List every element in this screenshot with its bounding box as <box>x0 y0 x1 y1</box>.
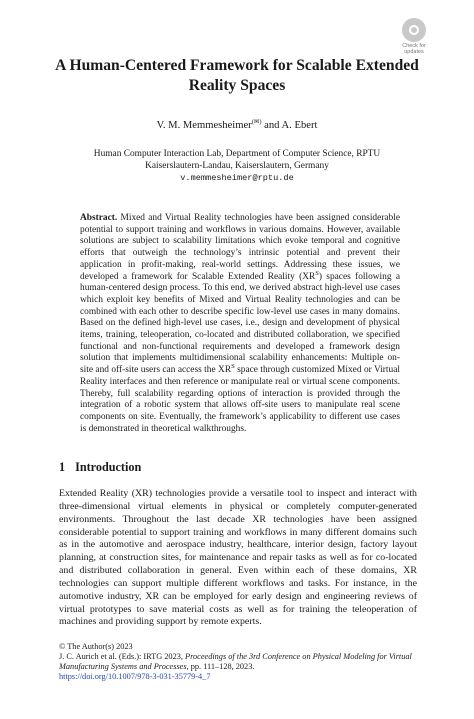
abstract-sup-2: S <box>231 363 235 371</box>
paper-title: A Human-Centered Framework for Scalable Extended Reality Spaces <box>55 57 419 94</box>
abstract-text-1: Mixed and Virtual Reality technologies have been assigned considerable potential to support training and workflows in various domains. However, available solutions are subject to scalability limitations which evoke temporal and cognitive efforts that outweigh the technology’s intrinsic potential and prevent their application in profit-making, real-world settings. Addressing these issues, we developed a framework for Scalable Extended Reality (XR <box>80 213 401 282</box>
abstract-sup-1: S <box>315 269 319 277</box>
author-1: V. M. Memmesheimer <box>156 120 252 131</box>
author-and: and <box>264 120 280 131</box>
check-for-updates-icon <box>402 18 426 42</box>
abstract-text-2: ) spaces following a human-centered design process. To this end, we derived abstract high-level use cases which exploit key benefits of Mixed and Virtual Reality technologies and can be combined with each other to describe specific low-level use cases in many domains. Based on the defined high-level use cases, i.e., design and development of physical items, training, teleoperation, co-located and distributed collaboration, we specified functional and non-functional requirements and developed a framework design solution that implements multidimensional scalability enhancements: Multiple on-site and off-site users can access the XR <box>80 271 400 376</box>
affiliation-line-1: Human Computer Interaction Lab, Department of Computer Science, RPTU <box>93 149 381 159</box>
section-number: 1 <box>59 460 66 474</box>
check-for-updates-badge[interactable] <box>396 18 432 58</box>
affiliation-line-2: Kaiserslautern-Landau, Kaiserslautern, Germany <box>145 161 329 171</box>
abstract <box>80 213 400 435</box>
check-for-updates-label: Check for updates <box>402 43 426 55</box>
copyright: © The Author(s) 2023 <box>59 642 133 651</box>
citation-prefix: J. C. Aurich et al. (Eds.): IRTG 2023, <box>59 652 186 662</box>
abstract-label: Abstract. <box>80 213 118 223</box>
abstract-text-3: space through customized Mixed or Virtual Reality interfaces and then reference or manipulate real or virtual scene components. Thereby, full scalability regarding options of interaction is provided through the integration of a robotic system that allows off-site users to manipulate real scene components on site. Eventually, the framework’s applicability to different use cases is demonstrated in theoretical walkthroughs. <box>80 365 400 434</box>
doi-link[interactable]: https://doi.org/10.1007/978-3-031-35779-4_7 <box>59 672 211 682</box>
affiliation <box>40 148 434 184</box>
author-line <box>40 120 434 131</box>
citation <box>59 652 439 672</box>
footer <box>59 642 439 682</box>
section-title: Introduction <box>75 460 142 474</box>
corresponding-mark: (✉) <box>251 118 262 126</box>
citation-suffix: , pp. 111–128, 2023. <box>186 662 255 672</box>
section-body: Extended Reality (XR) technologies provide a versatile tool to inspect and interact with three-dimensional virtual elements in physical or completely computer-generated environments. Throughout the last decade XR technologies have been assigned considerable potential to support training and workflows in many different domains such as in the automotive and aerospace industry, healthcare, interior design, factory layout planning, at construction sites, for maintenance and repair tasks as well as for co-located and distributed collaboration in general. Even within each of these domains, XR technologies can support multiple different workflows and tasks. For instance, in the automotive industry, XR can be employed for early design and engineering reviews of virtual prototypes to save material costs as well as for training the teleoperation of machines and providing support by remote experts. <box>59 488 417 628</box>
section-heading <box>59 460 141 475</box>
author-email[interactable]: v.memmesheimer@rptu.de <box>180 173 294 183</box>
proceedings-title: Proceedings of the 3rd Conference on Physical Modeling for Virtual Manufacturing Systems and Processes <box>59 652 412 672</box>
author-2: A. Ebert <box>281 120 318 131</box>
